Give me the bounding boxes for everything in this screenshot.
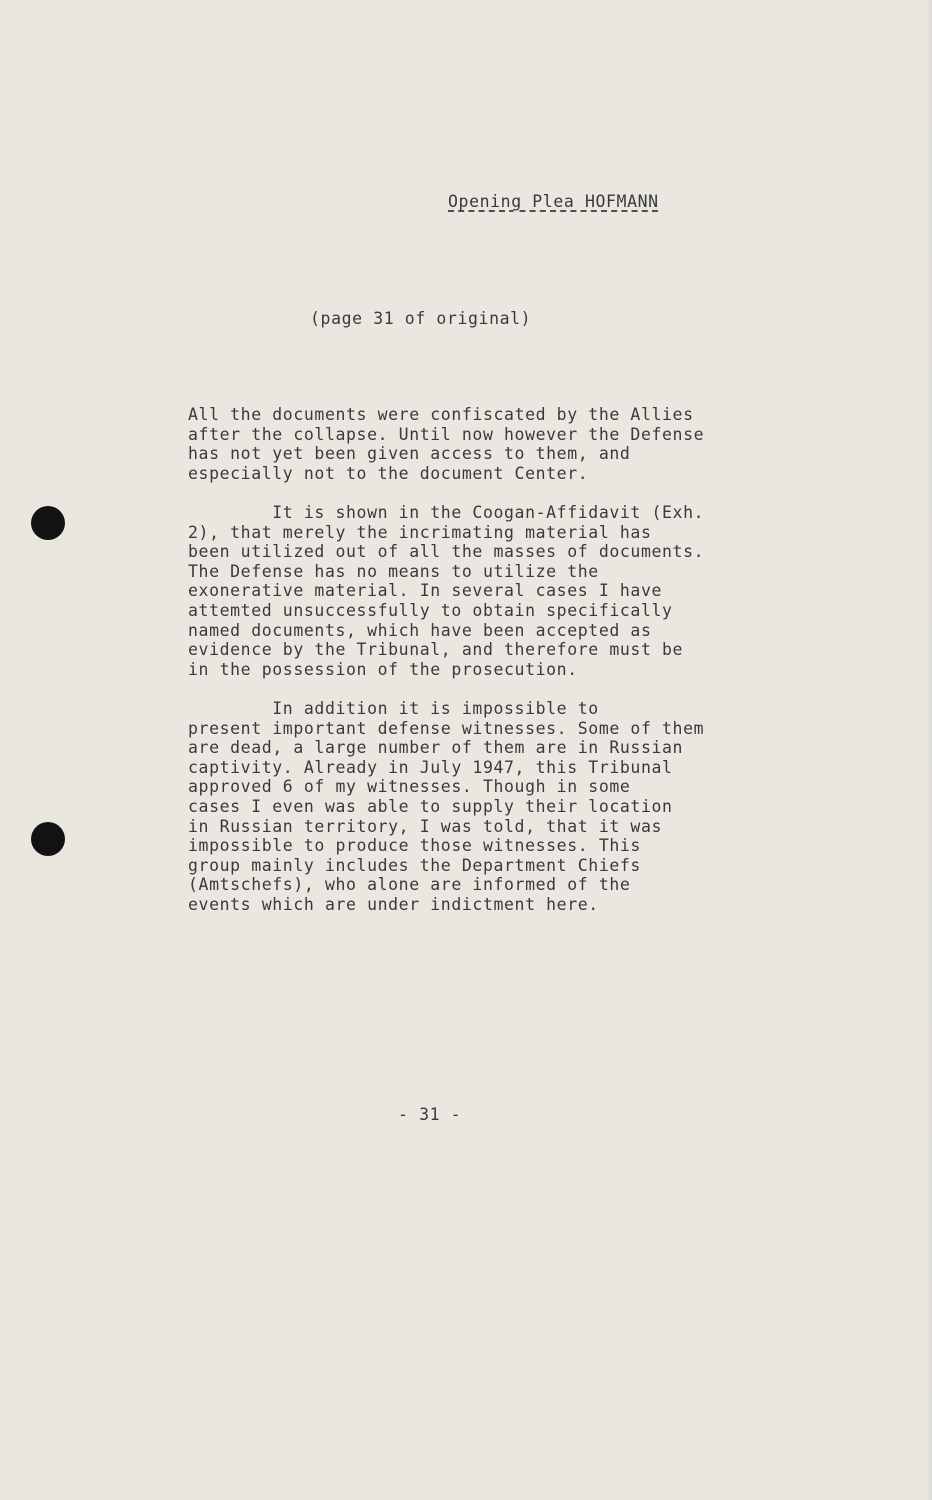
text-line: captivity. Already in July 1947, this Tribunal bbox=[188, 757, 673, 777]
text-line: evidence by the Tribunal, and therefore must be bbox=[188, 640, 684, 660]
text-line: The Defense has no means to utilize the bbox=[188, 561, 599, 581]
text-line: in Russian territory, I was told, that it was bbox=[188, 816, 663, 836]
text-line: It is shown in the Coogan-Affidavit (Exh. bbox=[188, 503, 705, 522]
punch-hole bbox=[31, 506, 65, 540]
text-line: approved 6 of my witnesses. Though in some bbox=[188, 777, 631, 797]
text-line: events which are under indictment here. bbox=[188, 894, 599, 914]
paragraph-3 bbox=[188, 699, 788, 915]
text-line: in the possession of the prosecution. bbox=[188, 659, 578, 679]
text-line: exonerative material. In several cases I have bbox=[188, 581, 663, 601]
punch-hole bbox=[31, 822, 65, 856]
text-line: 2), that merely the incrimating material has bbox=[188, 522, 652, 542]
text-line: are dead, a large number of them are in Russian bbox=[188, 738, 684, 758]
paragraph-2 bbox=[188, 503, 788, 679]
text-line: group mainly includes the Department Chiefs bbox=[188, 855, 641, 875]
text-line: after the collapse. Until now however the Defense bbox=[188, 424, 705, 444]
page-reference: (page 31 of original) bbox=[310, 309, 532, 328]
text-line: (Amtschefs), who alone are informed of the bbox=[188, 875, 631, 895]
text-line: has not yet been given access to them, and bbox=[188, 444, 631, 464]
text-line: impossible to produce those witnesses. This bbox=[188, 836, 641, 856]
paragraph-1 bbox=[188, 405, 788, 483]
paper-edge-shadow bbox=[926, 0, 932, 1500]
document-header bbox=[448, 192, 659, 211]
text-line: In addition it is impossible to bbox=[188, 699, 599, 718]
text-line: named documents, which have been accepted as bbox=[188, 620, 652, 640]
text-line: present important defense witnesses. Some of them bbox=[188, 718, 705, 738]
page-number: - 31 - bbox=[398, 1105, 462, 1124]
header-title: Opening Plea HOFMANN bbox=[448, 192, 659, 211]
text-line: been utilized out of all the masses of documents. bbox=[188, 542, 705, 562]
text-line: All the documents were confiscated by the Allies bbox=[188, 405, 694, 424]
text-line: especially not to the document Center. bbox=[188, 463, 589, 483]
text-line: cases I even was able to supply their location bbox=[188, 796, 673, 816]
text-line: attemted unsuccessfully to obtain specifically bbox=[188, 600, 673, 620]
